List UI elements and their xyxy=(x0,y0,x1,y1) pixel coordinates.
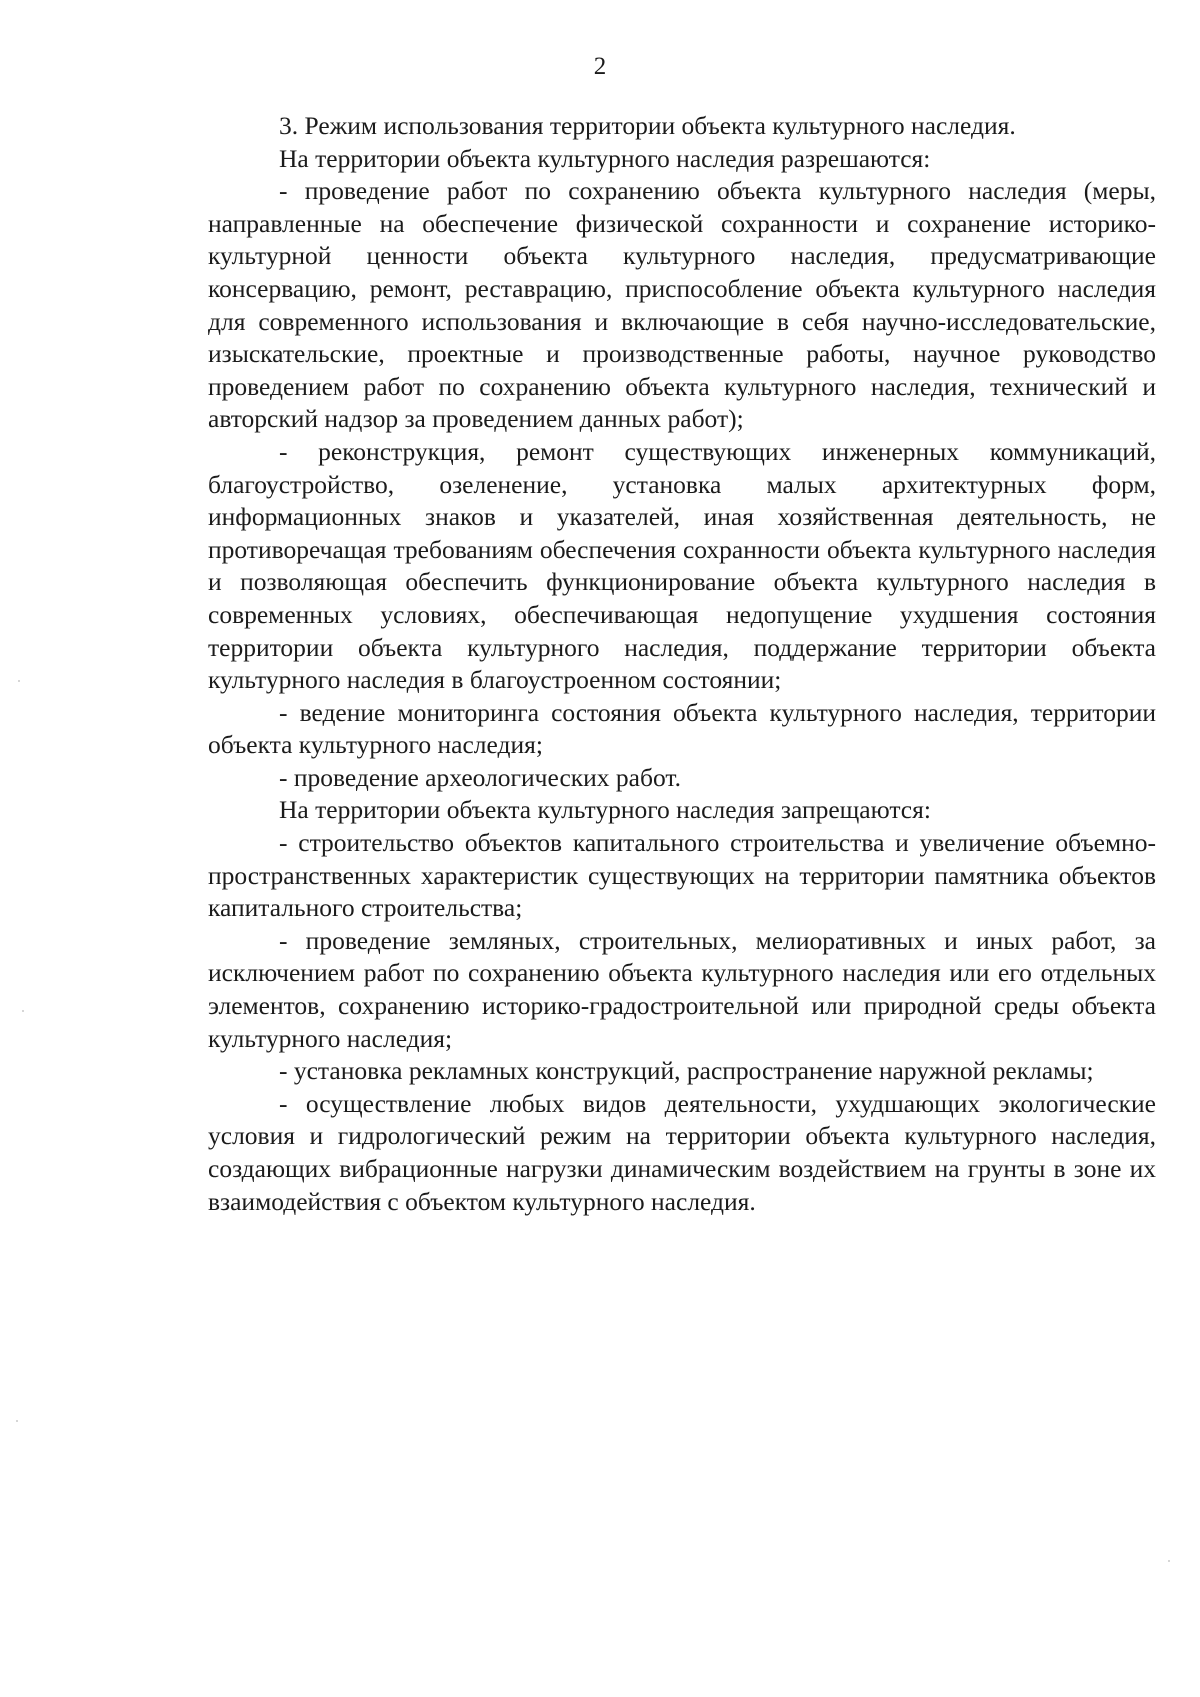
scan-speck xyxy=(16,1420,18,1422)
section-heading: 3. Режим использования территории объекта культурного наследия. xyxy=(279,111,1016,140)
permitted-item-archaeology: - проведение археологических работ. xyxy=(279,762,681,792)
document-body xyxy=(208,110,1156,1218)
permitted-item-reconstruction: - реконструкция, ремонт существующих инженерных коммуникаций, благоустройство, озеленение, установка малых архитектурных форм, информационных знаков и указателей, иная хозяйственная деятельность, не противоречащая требованиям обеспечения сохранности объекта культурного наследия и позволяющая обеспечить функционирование объекта культурного наследия в современных условиях, обеспечивающая недопущение ухудшения состояния территории объекта культурного наследия, поддержание территории объекта культурного наследия в благоустроенном состоянии; xyxy=(208,436,1156,695)
prohibited-intro: На территории объекта культурного наследия запрещаются: xyxy=(279,795,931,825)
permitted-item-monitoring: - ведение мониторинга состояния объекта культурного наследия, территории объекта культурного наследия; xyxy=(208,697,1156,760)
prohibited-item-construction: - строительство объектов капитального строительства и увеличение объемно-пространственных характеристик существующих на территории памятника объектов капитального строительства; xyxy=(208,828,1156,923)
permitted-intro: На территории объекта культурного наследия разрешаются: xyxy=(279,143,931,173)
permitted-item-conservation: - проведение работ по сохранению объекта культурного наследия (меры, направленные на обеспечение физической сохранности и сохранение историко-культурной ценности объекта культурного наследия, предусматривающие консервацию, ремонт, реставрацию, приспособление объекта культурного наследия для современного использования и включающие в себя научно-исследовательские, изыскательские, проектные и производственные работы, научное руководство проведением работ по сохранению объекта культурного наследия, технический и авторский надзор за проведением данных работ); xyxy=(208,176,1156,434)
page-number: 2 xyxy=(593,53,607,80)
prohibited-item-earthworks: - проведение земляных, строительных, мелиоративных и иных работ, за исключением работ по сохранению объекта культурного наследия или его отдельных элементов, сохранению историко-градостроительной или природной среды объекта культурного наследия; xyxy=(208,925,1156,1053)
scan-speck xyxy=(18,680,20,682)
scan-speck xyxy=(1168,1560,1170,1562)
scan-speck xyxy=(22,1010,24,1012)
prohibited-item-environment: - осуществление любых видов деятельности, ухудшающих экологические условия и гидрологический режим на территории объекта культурного наследия, создающих вибрационные нагрузки динамическим воздействием на грунты в зоне их взаимодействия с объектом культурного наследия. xyxy=(208,1088,1156,1216)
prohibited-item-advertising: - установка рекламных конструкций, распространение наружной рекламы; xyxy=(279,1056,1094,1086)
